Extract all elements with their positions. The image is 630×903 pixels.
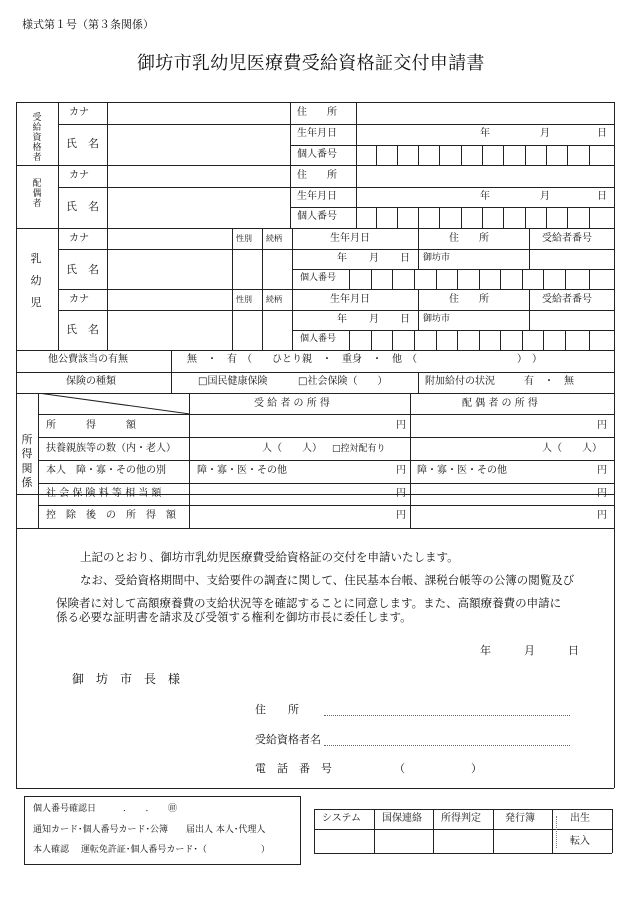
phone-label: 電 話 番 号: [255, 762, 332, 775]
page-title: 御坊市乳幼児医療費受給資格証交付申請書: [137, 53, 485, 74]
declaration-date: 年 月 日: [480, 644, 579, 657]
spouse-social-insurance-yen: 円: [597, 488, 607, 499]
applicant-name-line[interactable]: [324, 745, 570, 746]
infant-section-label: 乳幼児: [30, 252, 42, 309]
spouse-birthdate-label: 生年月日: [297, 191, 337, 202]
spouse-income-yen: 円: [597, 420, 607, 431]
spouse-dependents: 人（ 人）: [542, 443, 602, 454]
declaration-line-3: 保険者に対して高額療養費の支給状況等を確認することに同意します。また、高額療養費の申請に: [56, 596, 562, 610]
spouse-section-label: 配偶者: [32, 179, 42, 210]
spouse-deduction-checkbox: □控対配有り: [332, 444, 386, 454]
spouse-address-label: 住 所: [297, 170, 337, 181]
dependents-row-label: 扶養親族等の数（内・老人）: [46, 443, 176, 454]
form-number: 様式第１号（第３条関係）: [22, 18, 154, 31]
recipient-address-label: 住 所: [297, 107, 337, 118]
social-insurance-row-label: 社 会 保 険 料 等 相 当 額: [46, 488, 162, 499]
recipient-exemption-yen: 円: [396, 465, 406, 476]
infant1-day-label: 日: [400, 253, 410, 264]
spouse-name-label: 氏 名: [66, 200, 99, 213]
diagonal-line: [38, 393, 190, 414]
recipient-mynumber-label: 個人番号: [297, 149, 337, 160]
insurance-nhi-checkbox: □国民健康保険: [198, 376, 268, 387]
infant2-sex-label: 性別: [236, 295, 252, 304]
spouse-day-label: 日: [597, 191, 607, 202]
public-expense-label: 他公費該当の有無: [48, 354, 128, 365]
supplementary-options: 有 ・ 無: [524, 376, 574, 387]
infant2-year-label: 年: [337, 314, 347, 325]
spouse-year-label: 年: [480, 191, 490, 202]
verification-line-2: 通知カード･個人番号カード･公簿 届出人 本人･代理人: [33, 825, 266, 835]
applicant-address-label: 住 所: [255, 703, 299, 716]
income-col-recipient: 受 給 者 の 所 得: [254, 398, 330, 409]
recipient-dependents: 人（ 人）: [262, 443, 322, 454]
insurance-social-checkbox: □社会保険（ ）: [298, 376, 388, 387]
applicant-name-label: 受給資格者名: [255, 733, 321, 746]
recipient-year-label: 年: [480, 128, 490, 139]
infant2-relation-label: 続柄: [266, 295, 282, 304]
infant1-kana-label: カナ: [69, 233, 89, 244]
income-col-spouse: 配 偶 者 の 所 得: [462, 398, 538, 409]
infant1-month-label: 月: [369, 253, 379, 264]
infant2-kana-label: カナ: [69, 294, 89, 305]
verification-line-3: 本人確認 運転免許証･個人番号カード･（ ）: [33, 845, 270, 855]
office-header-nhi: 国保連絡: [382, 813, 422, 824]
insurance-label: 保険の種類: [66, 376, 116, 387]
verification-line-1: 個人番号確認日 ． ． ㊞: [33, 804, 178, 814]
infant2-mynumber-label: 個人番号: [300, 334, 337, 344]
infant1-recipient-number-label: 受給者番号: [542, 233, 592, 244]
net-income-row-label: 控 除 後 の 所 得 額: [46, 510, 176, 521]
spouse-net-income-yen: 円: [597, 510, 607, 521]
recipient-birthdate-label: 生年月日: [297, 128, 337, 139]
infant2-recipient-number-label: 受給者番号: [542, 294, 592, 305]
infant1-city: 御坊市: [423, 253, 451, 263]
declaration-line-1: 上記のとおり、御坊市乳幼児医療費受給資格証の交付を申請いたします。: [80, 550, 459, 564]
phone-parens: （ ）: [394, 762, 482, 775]
recipient-net-income-yen: 円: [396, 510, 406, 521]
declaration-line-4: 係る必要な証明書を請求及び受領する権利を御坊市長に委任します。: [56, 610, 412, 624]
supplementary-label: 附加給付の状況: [425, 376, 495, 387]
infant2-month-label: 月: [369, 314, 379, 325]
infant1-year-label: 年: [337, 253, 347, 264]
office-header-issue: 発行簿: [505, 813, 535, 824]
office-header-income: 所得判定: [441, 813, 481, 824]
spouse-mynumber-label: 個人番号: [297, 211, 337, 222]
recipient-month-label: 月: [540, 128, 550, 139]
recipient-kana-label: カナ: [69, 107, 89, 118]
recipient-section-label: 受給資格者: [32, 113, 42, 164]
spouse-month-label: 月: [540, 191, 550, 202]
infant2-birthdate-label: 生年月日: [330, 294, 370, 305]
recipient-income-yen: 円: [396, 420, 406, 431]
infant1-relation-label: 続柄: [266, 234, 282, 243]
addressee: 御 坊 市 長 様: [72, 672, 181, 686]
office-header-system: システム: [322, 813, 361, 824]
recipient-name-label: 氏 名: [66, 137, 99, 150]
office-header-birth: 出生: [570, 813, 590, 824]
recipient-day-label: 日: [597, 128, 607, 139]
infant1-sex-label: 性別: [236, 234, 252, 243]
infant2-address-label: 住 所: [449, 294, 489, 305]
spouse-kana-label: カナ: [69, 170, 89, 181]
infant2-city: 御坊市: [423, 314, 451, 324]
spouse-exemption-yen: 円: [597, 465, 607, 476]
applicant-address-line[interactable]: [324, 715, 570, 716]
income-row-label: 所 得 額: [46, 420, 136, 431]
exemption-row-label: 本人 障・寡・その他の別: [46, 465, 166, 476]
recipient-social-insurance-yen: 円: [396, 488, 406, 499]
spouse-exemption-options: 障・寡・医・その他: [417, 465, 507, 476]
infant2-name-label: 氏 名: [66, 323, 99, 336]
infant1-address-label: 住 所: [449, 233, 489, 244]
infant1-mynumber-label: 個人番号: [300, 273, 337, 283]
infant2-day-label: 日: [400, 314, 410, 325]
infant1-birthdate-label: 生年月日: [330, 233, 370, 244]
office-transfer: 転入: [570, 836, 590, 847]
public-expense-options: 無 ・ 有 （ ひとり親 ・ 重身 ・ 他 （ ） ）: [187, 354, 542, 365]
income-section-label: 所得関係: [21, 433, 33, 489]
declaration-line-2: なお、受給資格期間中、支給要件の調査に関して、住民基本台帳、課税台帳等の公簿の閲覧及び: [80, 573, 575, 587]
infant1-name-label: 氏 名: [66, 263, 99, 276]
recipient-exemption-options: 障・寡・医・その他: [197, 465, 287, 476]
